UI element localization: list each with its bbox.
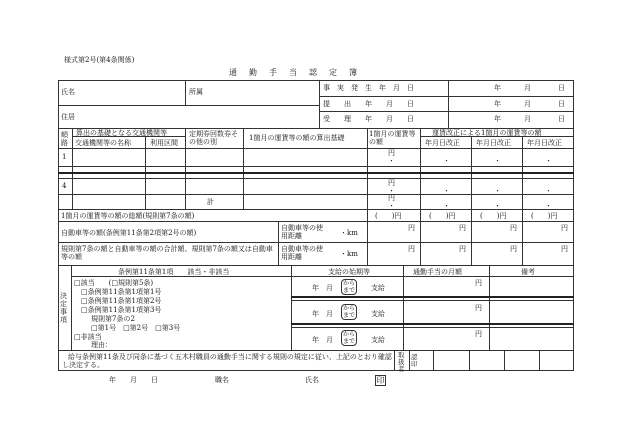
monthly-fare-header: 1箇月の運賃等の額 [369, 130, 416, 146]
ymd-month: 月 [524, 100, 531, 108]
usage-section-header: 利用区間 [150, 139, 178, 147]
ymd-day: 日 [558, 84, 565, 92]
paren-yen: ( )円 [531, 212, 558, 220]
line [420, 209, 421, 221]
line [71, 276, 574, 277]
address-label: 住居 [61, 113, 75, 121]
line [58, 80, 59, 370]
line [58, 265, 574, 266]
line [291, 265, 292, 350]
year-month: 年 月 [312, 310, 333, 318]
decimal-dot: ・ [443, 187, 450, 195]
decimal-dot: ・ [494, 187, 501, 195]
line [319, 111, 574, 112]
receive-date-label: 受 理 年 月 日 [323, 115, 414, 123]
line [522, 209, 523, 221]
line [58, 80, 574, 81]
items-checkboxes[interactable]: □第1号 □第2号 □第3号 [91, 324, 181, 332]
submit-date-label: 提 出 年 月 日 [323, 100, 414, 108]
line [367, 221, 368, 265]
decimal-dot: ・ [388, 187, 395, 195]
line [58, 370, 574, 371]
line [58, 350, 574, 351]
car-distance-label: 自動車等の使用距離 [281, 224, 323, 240]
line [420, 128, 421, 209]
yen-unit: 円 [561, 245, 568, 253]
decimal-dot: ・ [494, 157, 501, 165]
form-number: 様式第2号(第4条関係) [64, 56, 135, 64]
total-label: 計 [207, 198, 214, 206]
option-checkbox[interactable]: □条例第11条第1項第2号 [81, 297, 162, 305]
decimal-dot: ・ [545, 157, 552, 165]
yen-unit: 円 [475, 330, 482, 338]
from-label: から [343, 305, 356, 312]
applies-checkbox[interactable]: □該当 (□規則第5条) [74, 279, 154, 287]
line [319, 80, 320, 128]
km-unit: ・km [340, 229, 358, 237]
seal-mark: 印 [376, 376, 385, 385]
calc-basis-header: 算出の基礎となる交通機関等 [76, 129, 167, 137]
yen-unit: 円 [388, 179, 395, 187]
yen-unit: 円 [475, 279, 482, 287]
year-month: 年 月 [312, 284, 333, 292]
handler-label: 取扱者 [398, 351, 405, 373]
line [448, 80, 449, 128]
decimal-dot: ・ [545, 202, 552, 210]
to-label: まで [343, 338, 356, 345]
revision-col-1: 年月日改正 [425, 139, 460, 147]
decimal-dot: ・ [388, 157, 395, 165]
transport-name-header: 交通機関等の名称 [75, 139, 131, 147]
line [469, 350, 470, 370]
ymd-year: 年 [494, 100, 501, 108]
line [291, 300, 574, 301]
to-label: まで [343, 287, 356, 294]
line [433, 350, 434, 370]
fact-date-label: 事 実 発 生 年 月 日 [323, 84, 414, 92]
not-applies-checkbox[interactable]: □非該当 [74, 333, 102, 341]
from-to-bracket [341, 304, 357, 320]
line [522, 221, 523, 265]
decimal-dot: ・ [443, 157, 450, 165]
ymd-year: 年 [494, 84, 501, 92]
line [58, 105, 319, 106]
line [471, 209, 472, 221]
ymd-day: 日 [558, 115, 565, 123]
line [72, 128, 73, 209]
line [278, 221, 279, 265]
from-label: から [343, 280, 356, 287]
start-period-header: 支給の始期等 [328, 268, 370, 276]
from-label: から [343, 331, 356, 338]
from-to-bracket [341, 330, 357, 346]
monthly-basis-header: 1箇月の運賃等の額の算出基礎 [249, 134, 345, 142]
line [409, 350, 410, 370]
double-rule [291, 323, 574, 325]
ymd-year: 年 [494, 115, 501, 123]
name-label: 氏名 [61, 88, 75, 96]
total-fare-label: 1箇月の運賃等の額の総額(規則第7条の額) [61, 212, 195, 220]
yen-unit: 円 [459, 245, 466, 253]
line [58, 148, 574, 149]
approval-label: 認印 [411, 353, 418, 368]
person-label: 氏名 [305, 376, 319, 384]
paren-yen: ( )円 [375, 212, 402, 220]
decimal-dot: ・ [388, 202, 395, 210]
line [471, 221, 472, 265]
revision-header: 運賃改正による1箇月の運賃等の額 [432, 129, 542, 137]
footer-date: 年 月 日 [109, 376, 158, 384]
yen-unit: 円 [561, 224, 568, 232]
yen-unit: 円 [408, 224, 415, 232]
year-month: 年 月 [312, 336, 333, 344]
to-label: まで [343, 312, 356, 319]
reason-label: 理由： [91, 341, 112, 349]
decimal-dot: ・ [443, 202, 450, 210]
line [489, 265, 490, 350]
remarks-header: 備考 [521, 268, 535, 276]
ymd-month: 月 [524, 115, 531, 123]
line [58, 166, 574, 167]
yen-unit: 円 [475, 304, 482, 312]
yen-unit: 円 [510, 224, 517, 232]
post-label: 職名 [215, 376, 229, 384]
paren-yen: ( )円 [429, 212, 456, 220]
decision-statement: 給与条例第11条及び同条に基づく五木村職員の通勤手当に関する規則の規定に従い、上記のとおり確認し決定する。 [62, 353, 392, 369]
affiliation-label: 所属 [189, 88, 203, 96]
double-rule [58, 172, 574, 174]
pass-type-header: 定期券回数券その他の別 [189, 130, 238, 146]
yen-unit: 円 [388, 149, 395, 157]
pay-label: 支給 [371, 336, 385, 344]
revision-col-2: 年月日改正 [476, 139, 511, 147]
line [319, 96, 574, 97]
option-checkbox[interactable]: □条例第11条第1項第1号 [81, 288, 162, 296]
line [71, 265, 72, 350]
line [367, 209, 368, 221]
yen-unit: 円 [459, 224, 466, 232]
rule7-label: 規則第7条の2 [91, 315, 135, 323]
ymd-day: 日 [558, 100, 565, 108]
combined-amount-label: 規則第7条の額と自動車等の額の合計額、規則第7条の額又は自動車等の額 [61, 245, 273, 261]
form-title: 通 勤 手 当 認 定 簿 [229, 68, 359, 77]
line [58, 178, 574, 179]
pay-label: 支給 [371, 310, 385, 318]
line [58, 242, 574, 243]
monthly-allowance-header: 通勤手当の月額 [413, 268, 462, 276]
line [539, 350, 540, 370]
line [185, 128, 186, 209]
line [504, 350, 505, 370]
car-distance-label: 自動車等の使用距離 [281, 245, 323, 261]
row-number: 1 [62, 153, 67, 161]
line [394, 350, 395, 370]
line [291, 327, 574, 328]
yen-unit: 円 [388, 194, 395, 202]
decision-label: 決定事項 [60, 292, 67, 324]
line [403, 265, 404, 350]
line [243, 128, 244, 209]
line [185, 80, 186, 105]
seq-header: 順路 [61, 131, 68, 147]
yen-unit: 円 [408, 245, 415, 253]
pay-label: 支給 [371, 284, 385, 292]
double-rule [291, 296, 574, 298]
option-checkbox[interactable]: □条例第11条第1項第3号 [81, 306, 162, 314]
revision-col-3: 年月日改正 [527, 139, 562, 147]
ymd-month: 月 [524, 84, 531, 92]
car-amount-label: 自動車等の額(条例第11条第2項第2号の額) [61, 229, 197, 237]
decimal-dot: ・ [545, 187, 552, 195]
paren-yen: ( )円 [480, 212, 507, 220]
decimal-dot: ・ [494, 202, 501, 210]
yen-unit: 円 [510, 245, 517, 253]
line [420, 221, 421, 265]
article-header: 条例第11条第1項 該当・非該当 [118, 268, 230, 276]
km-unit: ・km [340, 250, 358, 258]
from-to-bracket [341, 279, 357, 295]
row-number: 4 [62, 182, 67, 190]
line [367, 128, 368, 209]
line [58, 221, 574, 222]
